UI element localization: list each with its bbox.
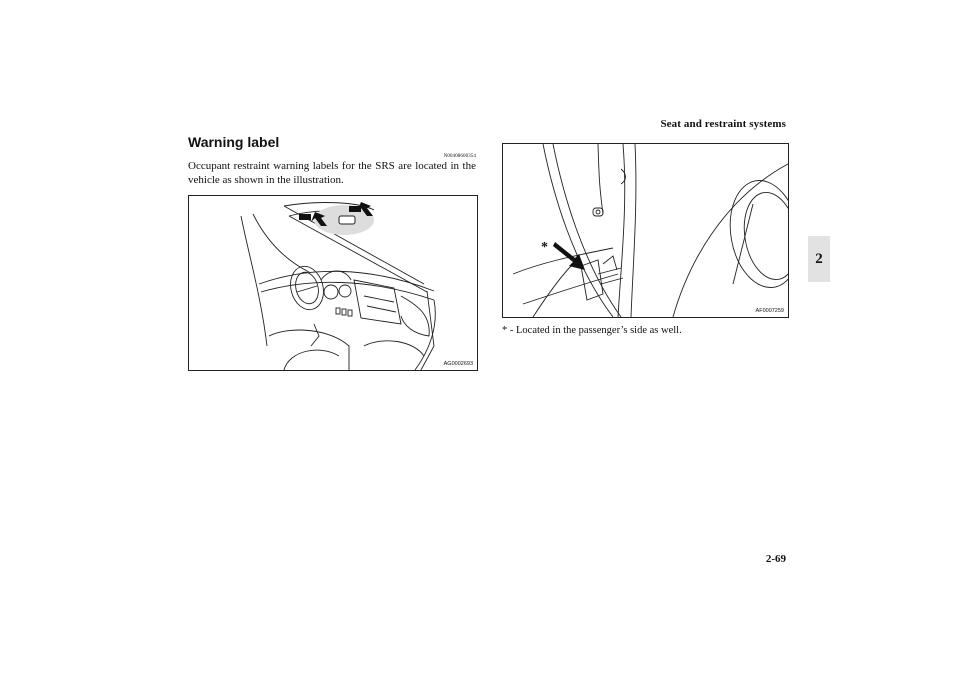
dashboard-drawing bbox=[189, 196, 477, 370]
body-text: Occupant restraint warning labels for the SRS are located in the vehicle as shown in the illustration. bbox=[188, 160, 476, 186]
chapter-tab bbox=[808, 236, 830, 282]
footnote: * - Located in the passenger’s side as well. bbox=[502, 325, 682, 336]
section-code: N00408600354 bbox=[443, 154, 476, 159]
label-asterisk: * bbox=[541, 240, 548, 255]
dashboard-illustration bbox=[188, 195, 478, 371]
section-title: Warning label bbox=[188, 134, 280, 150]
page-number: 2-69 bbox=[765, 553, 786, 565]
door-pillar-illustration bbox=[502, 143, 789, 318]
header-title: Seat and restraint systems bbox=[660, 118, 786, 130]
chapter-number: 2 bbox=[815, 250, 823, 267]
figure-code: AF0007259 bbox=[755, 308, 784, 314]
door-pillar-drawing bbox=[503, 144, 788, 317]
figure-code: AG0002693 bbox=[443, 361, 473, 367]
